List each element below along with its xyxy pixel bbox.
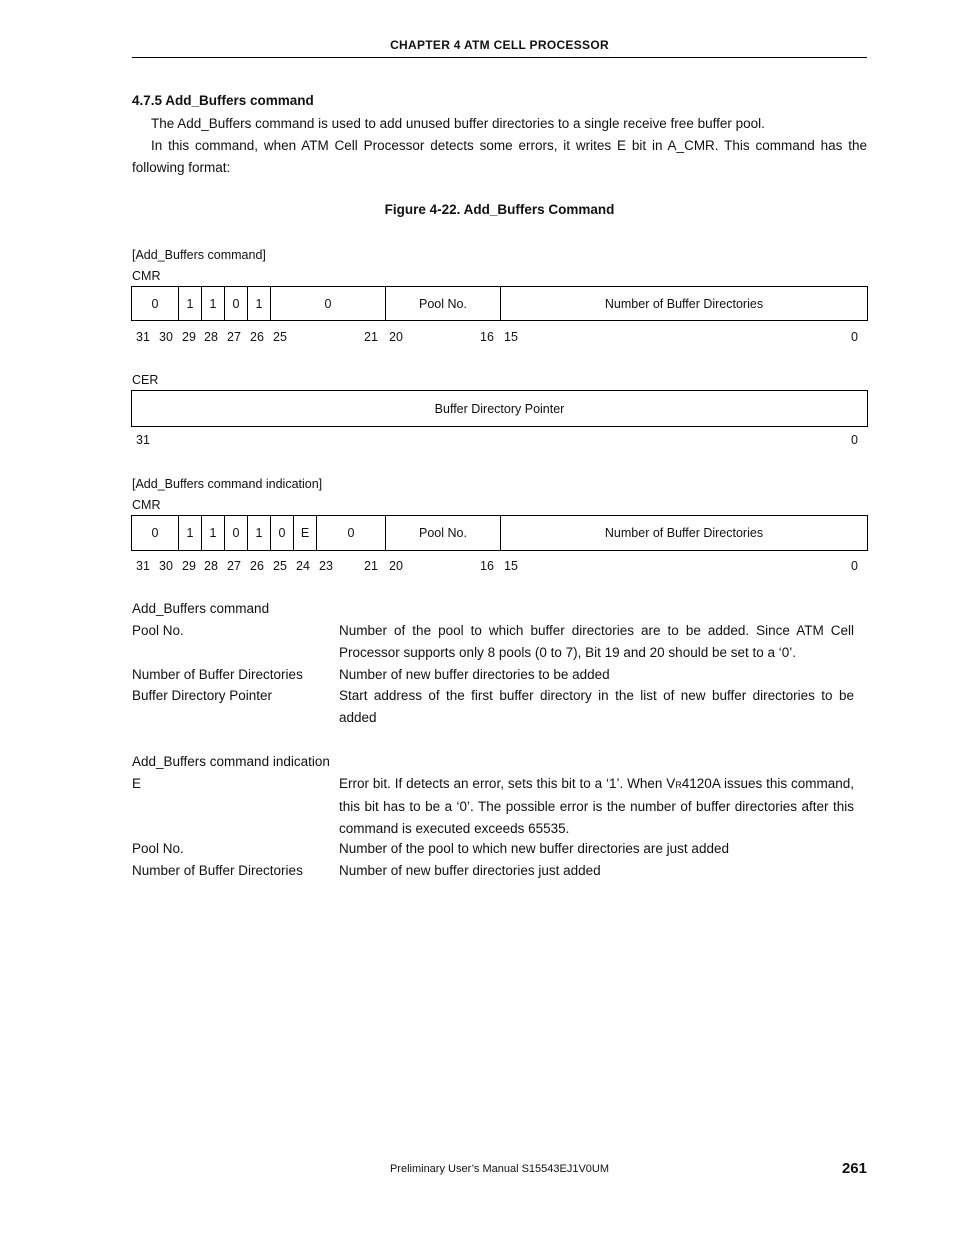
cmr2-bit-26: 1 bbox=[247, 516, 270, 550]
bit-number: 0 bbox=[851, 433, 858, 447]
bit-number: 21 bbox=[364, 330, 378, 344]
bit-number: 15 bbox=[504, 330, 518, 344]
bit-number: 20 bbox=[389, 559, 403, 573]
ind-desc-heading: Add_Buffers command indication bbox=[132, 754, 330, 769]
desc-term: Number of Buffer Directories bbox=[132, 863, 303, 878]
desc-term: Pool No. bbox=[132, 623, 184, 638]
cmd-desc-heading: Add_Buffers command bbox=[132, 601, 270, 616]
footer-text: Preliminary User’s Manual S15543EJ1V0UM bbox=[389, 1163, 610, 1175]
cer-buffer-dir-pointer-field: Buffer Directory Pointer bbox=[434, 401, 565, 416]
desc-term: Number of Buffer Directories bbox=[132, 667, 303, 682]
desc-term: Buffer Directory Pointer bbox=[132, 688, 273, 703]
bit-number: 0 bbox=[851, 559, 858, 573]
cmr2-bit-27: 0 bbox=[224, 516, 247, 550]
bit-number: 16 bbox=[480, 559, 494, 573]
bit-number: 23 bbox=[319, 559, 333, 573]
desc-term: E bbox=[132, 776, 142, 791]
header-rule bbox=[132, 57, 867, 58]
cmr2-bits-31-30: 0 bbox=[151, 526, 159, 540]
bit-number: 26 bbox=[250, 330, 264, 344]
cmr2-e-bit: E bbox=[293, 516, 316, 550]
bit-number: 29 bbox=[182, 330, 196, 344]
bit-number: 24 bbox=[296, 559, 310, 573]
cmr2-pool-no-field: Pool No. bbox=[385, 516, 500, 550]
bit-number: 31 bbox=[136, 433, 150, 447]
intro-paragraph-1: The Add_Buffers command is used to add unused buffer directories to a single receive free buffer pool. bbox=[151, 116, 765, 131]
section-title: 4.7.5 Add_Buffers command bbox=[132, 93, 314, 108]
ind-desc-row-pool-no bbox=[0, 838, 954, 860]
cmd-format-label: [Add_Buffers command] bbox=[132, 248, 266, 262]
bit-number: 15 bbox=[504, 559, 518, 573]
cmr2-register bbox=[131, 515, 868, 551]
cmr1-bit-29: 1 bbox=[178, 287, 201, 320]
bit-number: 25 bbox=[273, 330, 287, 344]
cmr1-label: CMR bbox=[132, 269, 161, 283]
bit-number: 31 bbox=[136, 330, 150, 344]
cmr1-bit-numbers bbox=[0, 330, 954, 346]
bit-number: 28 bbox=[204, 559, 218, 573]
cmr1-bit-27: 0 bbox=[224, 287, 247, 320]
e-def-subscript: R bbox=[675, 780, 682, 790]
bit-number: 27 bbox=[227, 330, 241, 344]
cmr2-label: CMR bbox=[132, 498, 161, 512]
cmr1-register bbox=[131, 286, 868, 321]
cmr1-pool-no-field: Pool No. bbox=[385, 287, 500, 320]
e-def-text-2: 4120A issues this command, this bit has to be a ‘0’. The possible error is the number of buffer directories after this command is executed exceeds 65535. bbox=[339, 776, 855, 836]
cmr1-num-buffer-dirs-field: Number of Buffer Directories bbox=[500, 287, 867, 320]
cmd-desc-row-pool-no bbox=[0, 620, 954, 664]
desc-definition: Number of the pool to which new buffer directories are just added bbox=[339, 841, 729, 856]
bit-number: 25 bbox=[273, 559, 287, 573]
desc-term: Pool No. bbox=[132, 841, 184, 856]
bit-number: 29 bbox=[182, 559, 196, 573]
bit-number: 28 bbox=[204, 330, 218, 344]
desc-definition: Number of the pool to which buffer directories are to be added. Since ATM Cell Processor supports only 8 pools (0 to 7), Bit 19 and 20 should be set to a ‘0’. bbox=[339, 623, 854, 660]
chapter-header: CHAPTER 4 ATM CELL PROCESSOR bbox=[390, 38, 609, 52]
ind-desc-row-e bbox=[0, 773, 954, 839]
bit-number: 31 bbox=[136, 559, 150, 573]
cmr2-num-buffer-dirs-field: Number of Buffer Directories bbox=[500, 516, 867, 550]
bit-number: 27 bbox=[227, 559, 241, 573]
cmr1-bits-31-30: 0 bbox=[151, 296, 159, 311]
bit-number: 26 bbox=[250, 559, 264, 573]
ind-desc-row-num-dirs bbox=[0, 860, 954, 882]
cmr1-bits-25-21: 0 bbox=[270, 287, 385, 320]
cmr2-bit-numbers bbox=[0, 559, 954, 575]
desc-definition: Start address of the first buffer directory in the list of new buffer directories to be added bbox=[339, 688, 854, 725]
cmr2-bit-25: 0 bbox=[270, 516, 293, 550]
cmd-desc-row-num-dirs bbox=[0, 664, 954, 686]
cer-register bbox=[131, 390, 868, 427]
bit-number: 0 bbox=[851, 330, 858, 344]
cer-bit-numbers bbox=[0, 433, 954, 449]
desc-definition bbox=[339, 773, 854, 840]
cmr1-bit-28: 1 bbox=[201, 287, 224, 320]
bit-number: 16 bbox=[480, 330, 494, 344]
bit-number: 30 bbox=[159, 330, 173, 344]
cmr2-bit-28: 1 bbox=[201, 516, 224, 550]
e-def-text-1: Error bit. If detects an error, sets this bit to a ‘1’. When V bbox=[339, 776, 676, 791]
desc-definition: Number of new buffer directories just added bbox=[339, 863, 601, 878]
desc-definition: Number of new buffer directories to be added bbox=[339, 667, 610, 682]
cmr1-bit-26: 1 bbox=[247, 287, 270, 320]
cmd-desc-row-dir-pointer bbox=[0, 685, 954, 729]
cmr2-bit-29: 1 bbox=[178, 516, 201, 550]
cer-label: CER bbox=[132, 373, 159, 387]
cmr2-bits-23-21: 0 bbox=[316, 516, 385, 550]
bit-number: 20 bbox=[389, 330, 403, 344]
ind-format-label: [Add_Buffers command indication] bbox=[132, 477, 323, 491]
bit-number: 21 bbox=[364, 559, 378, 573]
figure-title: Figure 4-22. Add_Buffers Command bbox=[384, 202, 615, 217]
bit-number: 30 bbox=[159, 559, 173, 573]
intro-paragraph-2: In this command, when ATM Cell Processor detects some errors, it writes E bit in A_CMR. This command has the following format: bbox=[132, 138, 867, 175]
page-number: 261 bbox=[841, 1160, 867, 1177]
